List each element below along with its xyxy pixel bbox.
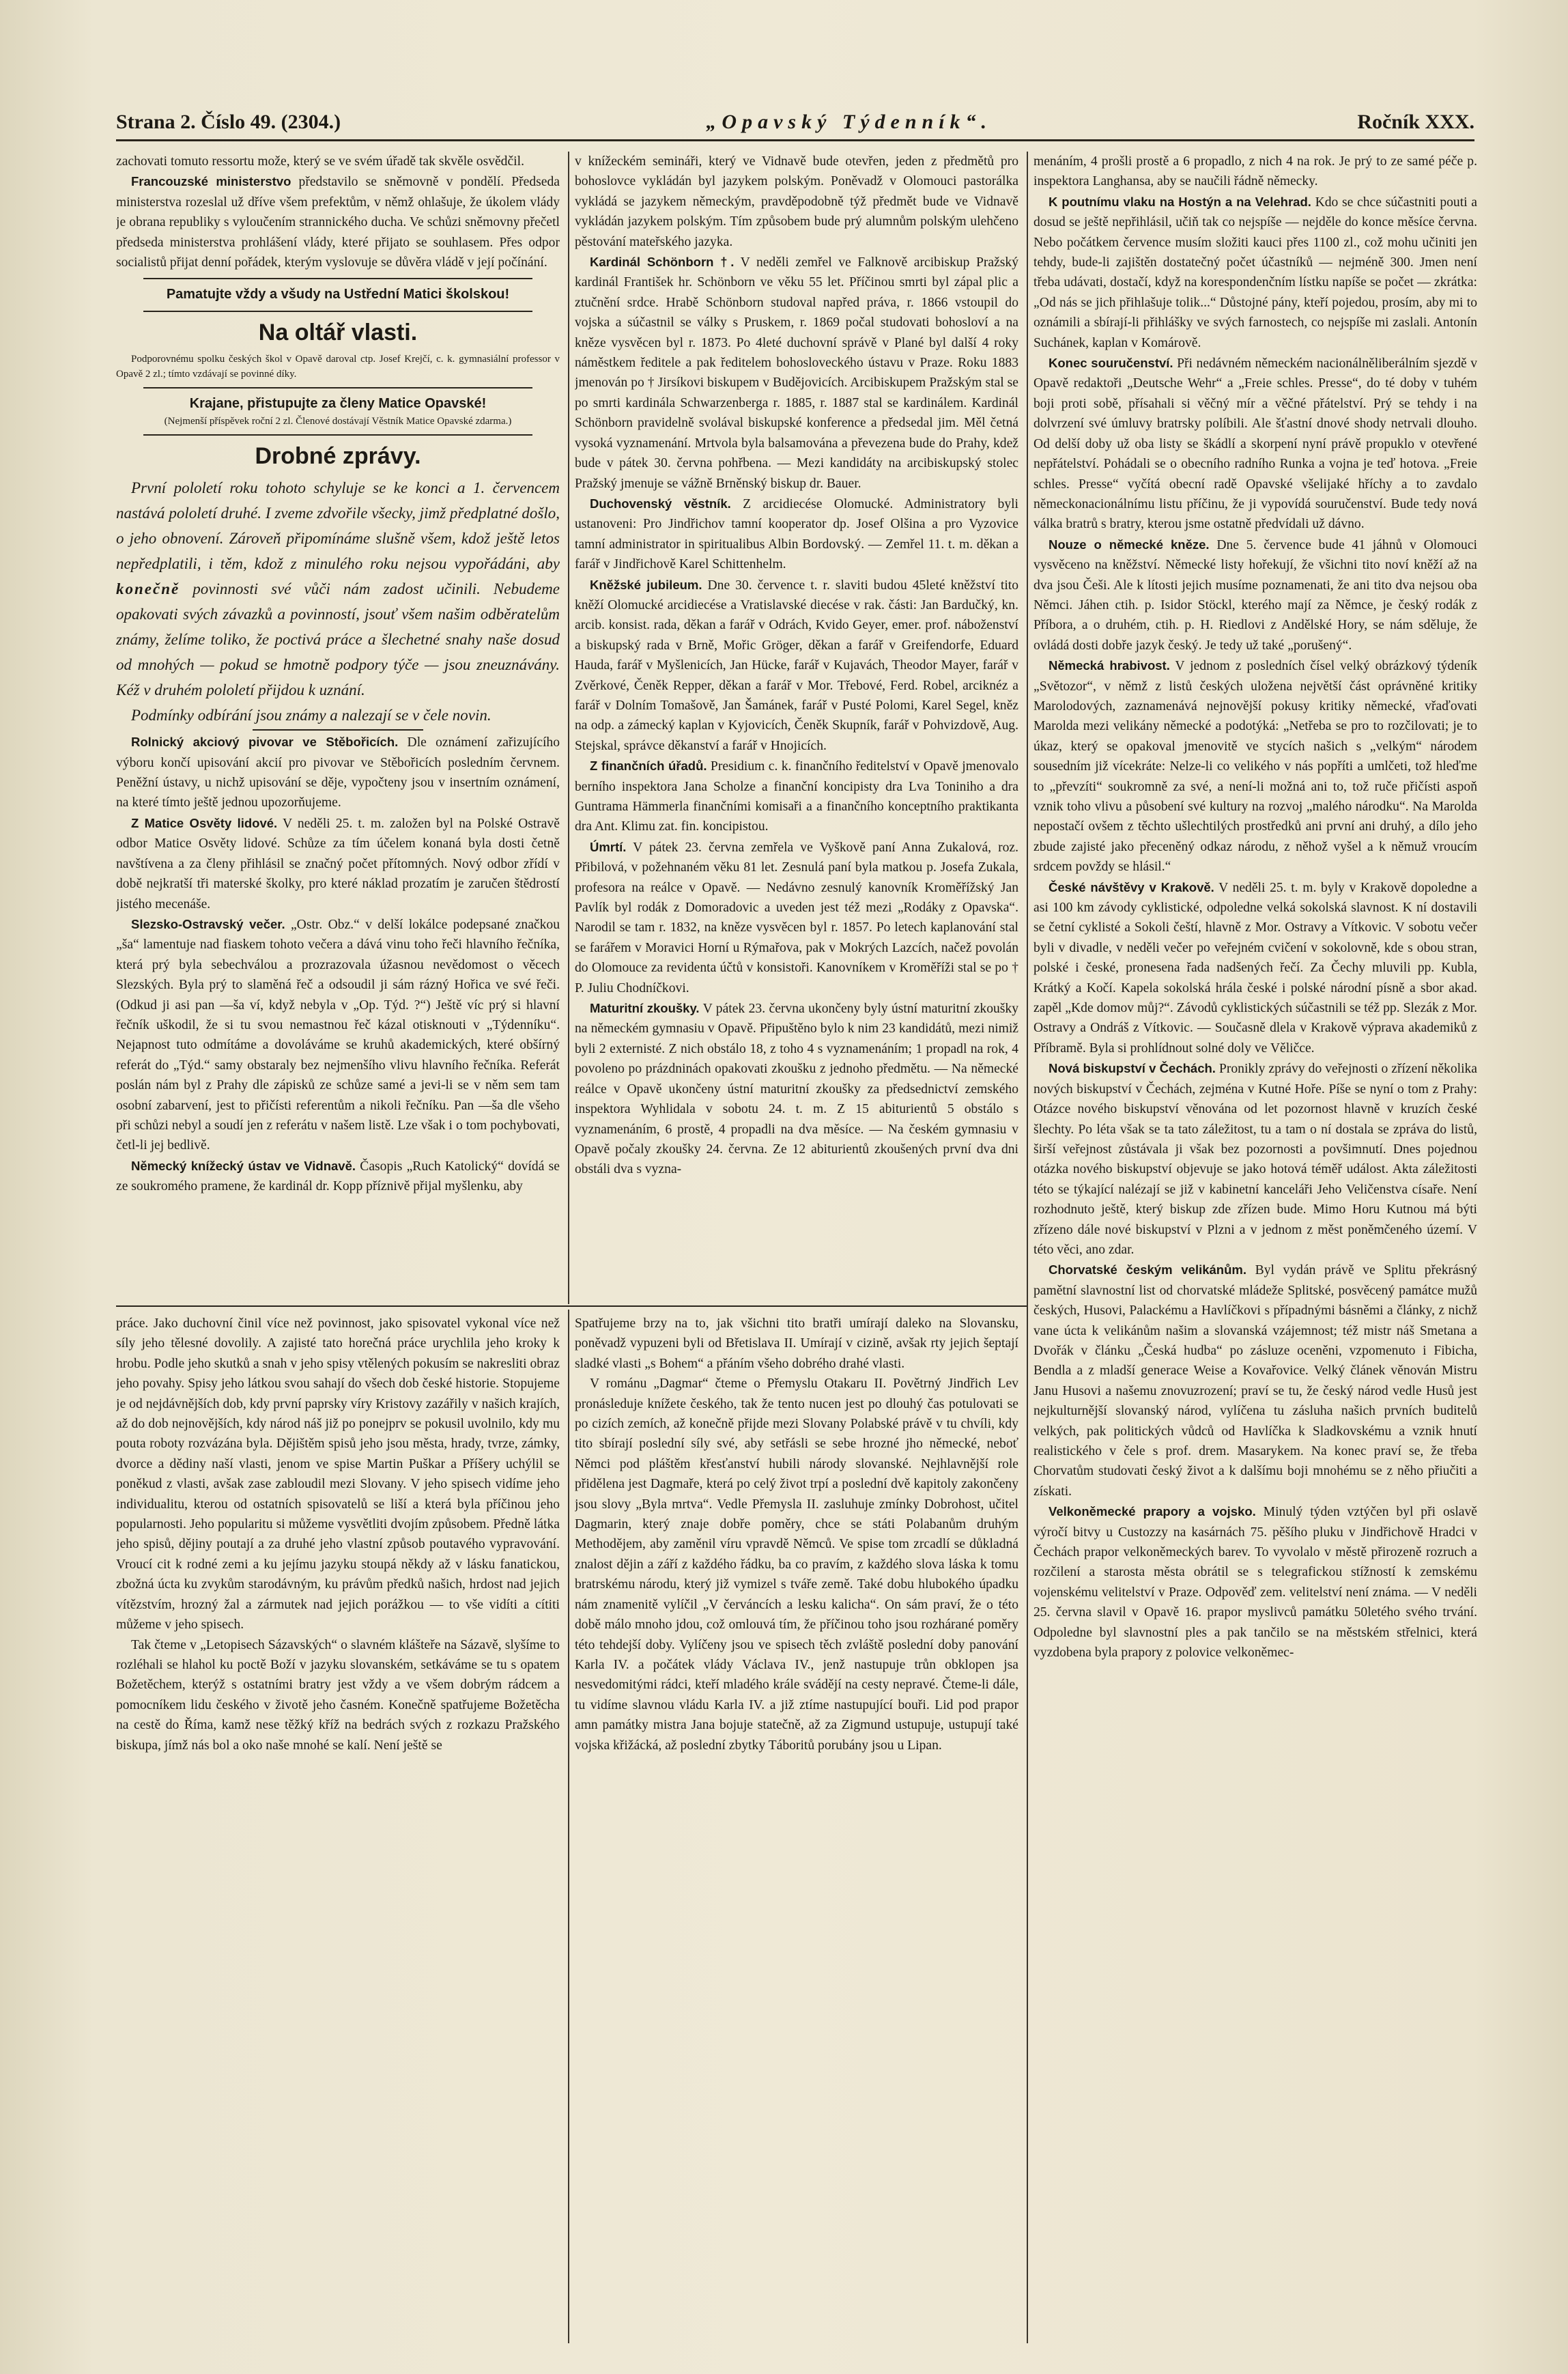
article-text: Minulý týden vztýčen byl při oslavě výročí bitvy u Custozzy na kasárnách 75. pěšího pluku v Jindřichově Hradci v Čechách prapor velkoněmeckých barev. To vyvolalo v městě přirozeně rozruch a rozčilení a starosta města obrátil se s telegrafickou stížností k zemskému vojenskému velitelství v Praze. Odpověď zem. velitelství není známa. — V neděli 25. června slavil v Opavě 16. prapor myslivců památku 50letého svého trvání. Odpoledne byl slavnostní ples a pak tančilo se na městském střelnici, která vyzdobena byla prapory z polovice velkoněmec- — [1034, 1505, 1477, 1661]
article — [1034, 535, 1477, 655]
article-text: Kdo se chce súčastniti pouti a dosud se ještě nepřihlásil, učiň tak co nejspíše — nejděle do konce měsíce června. Nebo počátkem července musím složiti kauci přes 1100 zl., což mohu učiniti jen tehdy, bude-li zajištěn dostatečný počet účastníků — nejméně 300. Jmen není třeba udávati, dostačí, když na korespondenčním lístku napíše se počet — zkrátka: „Od nás se jich přihlašuje tolik...“ Důstojné pány, kteří pojedou, prosím, aby mi to oznámili a sbírají-li přihlášky ve svých farnostech, co nejspíše mi zaslali. Antonín Suchánek, kaplan v Komárově. — [1034, 195, 1477, 350]
article — [575, 756, 1018, 837]
article-heading: Chorvatské českým velikánům. — [1049, 1262, 1246, 1277]
feuilleton-text: práce. Jako duchovní činil více než povinnost, jako spisovatel vykonal více než síly jeho tělesné dovolily. A zajisté tato horečná práce urychlila jeho kroky k hrobu. Podle jeho skutků a snah v jeho spisy vtělených pokusím se nakresliti obraz jeho povahy. Spisy jeho látkou svou sahají do všech dob české historie. Stopujeme je od nejdávnějších dob, kdy první paprsky víry Kristovy zazářily v našich krajích, až do dob nejnovějších, kdy národ náš již po ponejprv se pokusil uvolnilo, kdy mu pouta roboty rozvázána byla. Dějištěm spisů jeho jsou města, hrady, tvrze, zámky, dvorce a dědiny naší vlasti, jenom ve spise Martin Puškar a Příšery uchýlil se poněkud z vlasti, avšak zase zabloudil mezi Slovany. V jeho spisech vidíme jeho individualitu, kterou od ostatních spisovatelů se liší a která byla příčinou jeho popularnosti. Jeho popularitu si můžeme vysvětliti dvojím způsobem. Předně látka jeho spisů, dějiny poutají a za druhé jeho vlastní způsob poutavého vypravování. Vroucí cit k rodné zemi a ku jejímu jazyku stoupá někdy až v lásku fanatickou, zbožná úcta ku zvykům starodávným, ku právům předků našich, hrdost nad jejich vítězstvím, hrozný žal a zármutek nad jejich porážkou — to vše vidíti a cítiti můžeme v jeho spisech. — [116, 1316, 560, 1633]
article-heading: Duchovenský věstník. — [590, 496, 731, 511]
article-heading: Rolnický akciový pivovar ve Stěbořicích. — [131, 735, 399, 750]
article-text: v knížeckém semináři, který ve Vidnavě bude otevřen, jeden z předmětů pro bohoslovce vykládán byl jazykem polským. Poněvadž v Olomouci pastorálka vykládá se jazykem německým, pravděpodobně týž předmět bude ve Vidnavě vykládán jazykem polským. Tím způsobem bude prý alumnům polským ulehčeno pěstování mateřského jazyka. — [575, 154, 1018, 249]
article-heading: Velkoněmecké prapory a vojsko. — [1049, 1504, 1256, 1519]
article-heading: Nová biskupství v Čechách. — [1049, 1061, 1216, 1076]
column-2-upper — [575, 152, 1018, 1299]
subscription-text: První pololetí roku tohoto schyluje se ke konci a 1. červencem nastává pololetí druhé. I zveme zdvořile všecky, jimž předplatné došlo, o jeho obnovení. Zároveň připomínáme slušně všem, kdož ještě letos nepředplatili, i těm, kdož z minulého roku nejsou vypořádáni, aby — [116, 479, 560, 573]
article-heading: Nouze o německé kněze. — [1049, 537, 1210, 552]
article-heading: K poutnímu vlaku na Hostýn a na Velehrad. — [1049, 194, 1311, 209]
divider — [143, 387, 532, 388]
article-text: V neděli zemřel ve Falknově arcibiskup Pražský kardinál František hr. Schönborn ve věku 55 let. Příčinou smrti byl zápal plic a ztučnění srdce. Hrabě Schönborn studoval napřed práva, r. 1866 vstoupil do vojska a súčastnil se války s Pruskem, r. 1869 počal studovati bohosloví a na kněze vysvěcen byl r. 1873. Po 4leté duchovní správě v Plané byl další 4 roky náměstkem ředitele a pak ředitelem bohosloveckého ústavu v Praze. Roku 1883 jmenován po † Jirsíkovi biskupem v Budějovicích. Arcibiskupem Pražským stal se po smrti kardinála Schwarzenberga r. 1885, r. 1887 stal se kardinálem. Kardinál Schönborn pravidelně svolával biskupské konference a předsedal jim. Měl četná vysoká vyznamenání. Mrtvola byla balsamována a převezena bude do Prahy, kdež bude v pátek 30. června pohřbena. — Mezi kandidáty na arcibiskupský stolec Pražský jmenuje se vážně Brněnský biskup dr. Bauer. — [575, 255, 1018, 491]
notice-matice-opavska: Krajane, přistupujte za členy Matice Opavské! — [189, 395, 487, 411]
feuilleton-column-2 — [575, 1314, 1018, 2343]
divider — [253, 729, 423, 731]
feuilleton-text: Tak čteme v „Letopisech Sázavských“ o slavném klášteře na Sázavě, slyšíme to rozléhali se hlahol ku poctě Boží v jazyku slovanském, setkáváme se tu s opatem Božetěchem, kterýž s ostatními bratry jest vždy a ve všem dobrým rádcem a pomocníkem lidu českého v životě jeho časném. Konečně spatřujeme Božetěcha na cestě do Říma, kamž nese těžký kříž na bedrách svých z rozkazu Pražského biskupa, jímž nás bol a oko naše mnohé se kalí. Není ještě se — [116, 1637, 560, 1753]
page-header — [116, 101, 1474, 134]
article-heading: Z Matice Osvěty lidové. — [131, 815, 278, 830]
article — [1034, 353, 1477, 535]
donation-note: Podporovnému spolku českých škol v Opavě daroval ctp. Josef Krejčí, c. k. gymnasiální professor v Opavě 2 zl.; tímto vzdávají se povinné díky. — [116, 353, 560, 380]
section-title-altar: Na oltář vlasti. — [258, 319, 418, 345]
article-heading: Úmrtí. — [590, 839, 627, 854]
article — [1034, 655, 1477, 877]
article — [575, 575, 1018, 757]
article-text: „Ostr. Obz.“ v delší lokálce podepsané značkou „ša“ lamentuje nad fiaskem tohoto večera a dává vinu toho řeči hlavního řečníka, která prý byla sebechválou a prozrazovala úžasnou nevědomost o věcech Slezských. Byla prý to slaměná řeč a odsoudil ji sám rázný Hořica ve své řeči. (Odkud ji asi pan —ša ví, když nebyla v „Op. Týd. ?“) Ještě víc prý si hlavní řečník uškodil, že si tu svou nemastnou řeč kázal otisknouti v „Týdenníku“. Nejapnost tuto odmítáme a dovoláváme se kruhů akademických, které obšírný referát do „Týd.“ samy obstaraly bez nejmenšího vlivu hlavního řečníka. Referát poslán nám byl z Prahy dle zápisků ze schůze samé a jevi-li se v něm sem tam osobní zabarvení, jest to přičísti referentům a nikoli řečníku. Pan —ša dle všeho při schůzi nebyl a soudí jen z referátu v našem listě. Lze však i o tom pochybovati, četl-li jej bedlivě. — [116, 917, 560, 1153]
article-text: zachovati tomuto ressortu može, který se ve svém úřadě tak skvěle osvědčil. — [116, 154, 524, 169]
article-heading: Kněžské jubileum. — [590, 577, 702, 592]
column-separator — [1027, 152, 1028, 2343]
column-1-upper — [116, 152, 560, 1299]
article-text: V neděli 25. t. m. byly v Krakově dopoledne a asi 100 km závody cyklistické, odpoledne velká sokolská slavnost. K ní dostavili se četní cyklisté a Sokoli čeští, hlavně z Mor. Ostravy a Vítkovic. V sobotu večer byli v divadle, v neděli večer po veřejném cvičení v sokolovně, kde s obou stran, polské i české, pronesena řada nadšených řečí. Za Čechy mluvili pp. Kubla, Krátký a Kočí. Kapela sokolská hrála české i polské národní písně a sbor akad. zapěl „Kde domov můj?“. Závodů cyklistických súčastnili se též pp. Slezák z Mor. Ostravy a Ondráš z Vítkovic. — Současně dlela v Krakově výprava akademiků z Příbramě. Byla si prohlídnout solné doly ve Věličce. — [1034, 880, 1477, 1056]
article-heading: Konec souručenství. — [1049, 356, 1173, 371]
article-text: Dne 5. července bude 41 jáhnů v Olomouci vysvěceno na kněžství. Německé listy hořekují, že všichni tito noví kněží až na dva jsou Češi. Ale k lítosti jejich musíme poznamenati, že ani tito dva nejsou oba Němci. Jáhen ctih. p. Isidor Stöckl, kterého mají za Němce, je český rodák z Příbora, a o druhém, ctih. p. H. Riedlovi z Andělské Hory, se nám sděluje, že ovládá dosti dobře jazyk český. Je tedy už také „porušený“. — [1034, 537, 1477, 653]
article-heading: Německá hrabivost. — [1049, 658, 1170, 673]
article — [1034, 192, 1477, 353]
divider — [143, 278, 532, 279]
article-text: Dle oznámení zařizujícího výboru končí upisování akcií pro pivovar ve Stěbořicích posledním červnem. Peněžní ústavy, u nichž upisování se děje, vypočteny jsou v insertním oznámení, na které tímto ještě jednou upozorňujeme. — [116, 735, 560, 810]
article-heading: Maturitní zkoušky. — [590, 1001, 700, 1016]
feuilleton-text: Spatřujeme brzy na to, jak všichni tito bratři umírají daleko na Slovansku, poněvadž vypuzeni byli od Břetislava II. Umírají v cizině, avšak rty jejich šeptají sladké vlasti „s Bohem“ a přáním všeho dobrého drahé vlasti. — [575, 1316, 1018, 1371]
article-heading: Slezsko-Ostravský večer. — [131, 916, 285, 931]
article — [575, 494, 1018, 575]
article — [116, 813, 560, 914]
article — [1034, 1058, 1477, 1260]
article-text: představilo se sněmovně v pondělí. Předseda ministerstva rozeslal už dříve všem prefektům, v němž ohlašuje, že úkolem vlády je obrana republiky s vyloučením strannického ducha. Ve schůzi sněmovny přečetl předseda ministerstva prohlášení vlády, které přijato se souhlasem. Přes odpor socialistů přijat denní pořádek, kterým vyslovuje se důvěra vládě v její počínání. — [116, 175, 560, 270]
column-separator — [568, 1310, 569, 2343]
article-text: V jednom z posledních čísel velký obrázkový týdeník „Světozor“, v němž z listů českých uložena největší část oprávněné kritiky Marolodových, zaznamenává nejnovější pokusy kritiky německé, vřaďovati Marolda mezi velikány německé a podotýká: „Netřeba se pro to rozčilovati; je to úkaz, který se opakoval jmenovitě ve stycích našich s „velkým“ národem sousedním již vícekráte: Nelze-li co velikého v nás popříti a umlčeti, tož hleďme to „převzíti“ soukromně za své, a není-li možná ani to, tož ruče přičísti aspoň vznik toho vlivu a působení své kultury na rozvoj „malého národku“. Na Marolda nepostačí ovšem z těchto ušlechtilých prostředků ani první ani druhý, a dílo jeho zbude zajisté jako přeceněný odkaz národu, z něhož vyšel a k němuž vroucím srdcem povždy se hlásil.“ — [1034, 659, 1477, 875]
article-text: Presidium c. k. finančního ředitelství v Opavě jmenovalo berního inspektora Jana Scholze a finanční koncipisty dra Lva Toniniho a dra Guntrama Hämmerla finančními komisaři a a finančního konceptního praktikanta dra Ant. Klimu zat. fin. koncipistou. — [575, 759, 1018, 834]
article — [575, 837, 1018, 998]
article-text: Z arcidiecése Olomucké. Administratory byli ustanoveni: Pro Jindřichov tamní kooperator dp. Josef Olšina a pro Vyzovice tamní administrator in spiritualibus Albin Bordovský. — Zemřel 11. t. m. děkan a farář v Jindřichově Karel Schittenhelm. — [575, 496, 1018, 572]
article-text: Při nedávném německém nacionálněliberálním sjezdě v Opavě redaktoři „Deutsche Wehr“ a „Freie schles. Presse“, do té doby v tuhém boji proti sobě, přísahali si věčný mír a věčné přátelství. Prý se tehdy i na dolvrzení své úmluvy bratrsky políbili. Ale šťastní dnové shody netrvali dlouho. Od delší doby už oba listy se škádlí a skorpení nyní právě propuklo v otevřené nepřátelství. Pohádali se o obecního radního Runka a vojna je teď hotova. „Freie schles. Presse“ vyčítá obecní radě Opavské všelijaké hříchy a to zavdalo německonacionálnímu listu příčinu, že ji vypovídá souručenství. Bude tedy nová válka bratrů s bratry, kterou jsme ostatně předvídali už dávno. — [1034, 356, 1477, 532]
article — [1034, 1501, 1477, 1663]
subscription-emphasis: konečně — [116, 580, 180, 598]
divider — [143, 434, 532, 436]
subscription-text-2: povinnosti své vůči nám zadost učinili. Nebudeme opakovati svých závazků a povinností, jsouť všem našim odběratelům známy, želíme toliko, že poctivá práce a šlechetné snahy naše dosud od mnohých — pokud se hmotně podpory týče — jsou zneuznávány. Kéž v druhém pololetí přijdou k uznání. — [116, 580, 560, 699]
feuilleton-text: V románu „Dagmar“ čteme o Přemyslu Otakaru II. Povětrný Jindřich Lev pronásleduje knížete českého, tak že tento nucen jest po dlouhý čas potulovati se po cizích zemích, až konečně přijde mezi Slovany Polabské právě v tu chvíli, kdy tito sbírají poslední síly své, aby setřásli se sebe hrozné jho německé, neboť Němci pod pláštěm křesťanství hubili národy slovanské. Nejhlavnější role přidělena jest Dagmaře, která po celý život trpí a poslední dvě kapitoly zakončeny jsou slovy „Byla mrtva“. Vedle Přemysla II. zasluhuje zmínky Dobrohost, učitel Dagmarin, který znaje dobře poměry, chce se státi Polabanům druhým Methodějem, aby zaměnil víru vpravdě Němců. Ve spise tom zrcadlí se důkladná znalost dějin a září z každého řádku, ba co pravím, z každého slova láska k tomu bratrskému národu, který již vymizel s tváře země. Také dobu hlubokého úpadku nám znamenitě vylíčil „V červáncích a lesku kalicha“. On sám praví, že o této době málo mnoho jdou, což omlouvá tím, že příčinou toho jsou rozhárané poměry této tehdejší doby. Vylíčeny jsou ve spisech těch zvláště poslední doby panování Karla IV. a počátek vlády Václava IV., jenž nastupuje trůn obklopen jsa nesvedomitými rádci, kteří mladého krále svádějí na cesty nepravé. Čteme-li dále, tu vidíme slavnou vládu Karla IV. a již ztíme nastupující bouři. Lid pod prapor amn památky mistra Jana bojuje statečně, až za Zigmund ustupuje, ustupují také vojska křižácká, až poslední zbytky Táboritů porubány jsou u Lipan. — [575, 1376, 1018, 1753]
section-title-drobne-zpravy: Drobné zprávy. — [255, 443, 421, 470]
article-text: Dne 30. července t. r. slaviti budou 45leté kněžství tito kněží Olomucké arcidiecése a Vratislavské diecése v rak. části: Jan Bardučký, kn. arcib. konsist. rada, děkan a farář v Odrách, Kvido Geyer, emer. prof. náboženství a biskupský rada v Brně, Mořic Gröger, děkan a farář v Greifendorfe, Eduard Hauda, farář v Myšlenicích, Jan Hücke, farář v Kujavách, Theodor Mayer, farář v Zvěrkové, Čeněk Repper, děkan a farář v Mor. Třebové, Ferd. Robel, arciknéz a farář v Dolním Tomašově, Jan Šamánek, farář v Pusté Polomi, Karel Segel, kněz na odp. a zámecký kaplan v Kyjovicích, Čeněk Skupník, farář v Pohvizdově, Aug. Stejskal, správce děkanství a farář v Hnojicích. — [575, 578, 1018, 753]
column-separator — [568, 152, 569, 1304]
subscription-conditions: Podmínky odbírání jsou známy a nalezají se v čele novin. — [131, 707, 491, 724]
article — [1034, 1260, 1477, 1501]
article — [575, 998, 1018, 1180]
header-page-number: Strana 2. Číslo 49. (2304.) — [116, 111, 341, 133]
article-text: Pronikly zprávy do veřejnosti o zřízení několika nových biskupství v Čechách, zejména v Kutné Hoře. Píše se nyní o tom z Prahy: Otázce nového biskupství věnována od let pozornost hlavně v kruzích české šlechty. Po léta však se ta tato záležitost, tu a tam o ní dostala se zpráva do listů, širší veřejnost zůstávala ji však bez pozornosti a povšimnutí. Dnes pojednou otázka nového biskupství objevuje se jako hotová téměř událost. Akta záležitosti této se týkající nalézají se již v kabinetní kanceláři Jeho Veličenstva císaře. Není rozhodnuto ještě, který biskup zde zřízen bude. Mimo Horu Kutnou má býti zřízeno dále nové biskupství v Plzni a v jednom z měst poněmčeného území. V této věci, ano zdar. — [1034, 1062, 1477, 1257]
article-text: V pátek 23. června zemřela ve Vyškově paní Anna Zukalová, roz. Přibilová, v požehnaném věku 81 let. Zesnulá paní byla matkou p. Josefa Zukala, profesora na reálce v Opavě. — Nedávno zesnulý kanovník Kroměřížský Jan Pavlík byl rodák z Domoradovic a uveden jest též mezi „Rodáky z Opavska“. Narodil se tam r. 1832, na kněze vysvěcen byl r. 1857. Po letech kaplanování stal se farářem v Moravici Horní u Rýmařova, pak v Mokrých Lazcích, načež povolán do Olomouce za revidenta účtů v konsistoři. Kanovníkem v Kroměříži stal se po † P. Juliu Chodníčkovi. — [575, 840, 1018, 995]
article — [116, 732, 560, 813]
article-text: V neděli 25. t. m. založen byl na Polské Ostravě odbor Matice Osvěty lidové. Schůze za tím účelem konaná byla dosti četně navštívena a za členy přihlásil se značný počet přítomných. Nový odbor zřídí v době nejkratší tři materské školky, pro které náklad prozatím je zaručen štědrostí jistého mecenáše. — [116, 816, 560, 912]
subscription-notice — [116, 475, 560, 703]
feuilleton-column-1 — [116, 1314, 560, 2343]
article-heading: Francouzské ministerstvo — [131, 174, 291, 189]
header-masthead: „Opavský Týdenník“. — [706, 111, 993, 133]
article — [116, 914, 560, 1156]
notice-subtext: (Nejmenší příspěvek roční 2 zl. Členové dostávají Věstník Matice Opavské zdarma.) — [164, 416, 512, 427]
header-rule — [116, 139, 1474, 141]
article — [116, 171, 560, 272]
article-text: V pátek 23. června ukončeny byly ústní maturitní zkoušky na německém gymnasiu v Opavě. Připuštěno bylo k nim 23 kandidátů, mezi nimiž byli 2 externisté. Z nich obstálo 18, z toho 4 s vyznamenáním; 1 propadl na rok, 4 povoleno po prázdninách opakovati zkoušku z jednoho předmětu. — Na německé reálce v Opavě ukončeny ústní maturitní zkoušky za předsednictví zemského inspektora Wyhlidala v sobotu 24. t. m. Z 15 abiturientů 5 obstálo s vyznamenáním, 6 prostě, 4 propadli na dva měsíce. — Na českém gymnasiu v Opavě počaly zkoušky 24. června. Ze 12 abiturientů zkoušených první dva dni obstáli dva s vyzna- — [575, 1002, 1018, 1177]
divider — [143, 311, 532, 312]
article — [116, 1156, 560, 1197]
article-text: Časopis „Ruch Katolický“ dovídá se ze soukromého pramene, že kardinál dr. Kopp příznivě přijal myšlenku, aby — [116, 1159, 560, 1194]
header-volume: Ročník XXX. — [1357, 111, 1474, 133]
article-heading: Německý knížecký ústav ve Vidnavě. — [131, 1158, 356, 1173]
article-heading: České návštěvy v Krakově. — [1049, 879, 1214, 894]
article — [1034, 877, 1477, 1059]
feuilleton-rule — [116, 1305, 1027, 1307]
article — [575, 252, 1018, 494]
article-heading: Z finančních úřadů. — [590, 759, 707, 774]
article-text: menáním, 4 prošli prostě a 6 propadlo, z nich 4 na rok. Je prý to ze samé péče p. inspektora Langhansa, aby se naučili řádně německy. — [1034, 154, 1477, 189]
article-heading: Kardinál Schönborn †. — [590, 255, 735, 270]
column-3 — [1034, 152, 1477, 2343]
article-text: Byl vydán právě ve Splitu překrásný pamětní slavnostní list od chorvatské mládeže Splitské, posvěcený památce mužů českých, Husovi, Palackému a Havlíčkovi s případnými básněmi a články, z nichž vane úcta k velikánům našim a slovanská vzájemnost; též mistr náš Smetana a Dvořák v článku „Česká hudba“ po zásluze oceněni, vzpomenuto i Fibicha, Bendla a z mladší generace Weise a Kovařovice. Velký článek věnován Mistru Janu Husovi a našemu znovuzrození; praví se tu, že český národ vedle Husů jest nejkulturnější slovanský národ, vylíčena tu zásluha našich prvních buditelů velkých, pak politických vůdců od Havlíčka k Sladkovskému a vznik hnutí realistického v čele s prof. drem. Masarykem. Na konec praví se, že třeba Chorvatům studovati český život a k dalšímu boji mnohému se z něho přiučiti a získati. — [1034, 1263, 1477, 1499]
notice-matice-skolska: Pamatujte vždy a všudy na Ustřední Matici školskou! — [166, 287, 510, 302]
